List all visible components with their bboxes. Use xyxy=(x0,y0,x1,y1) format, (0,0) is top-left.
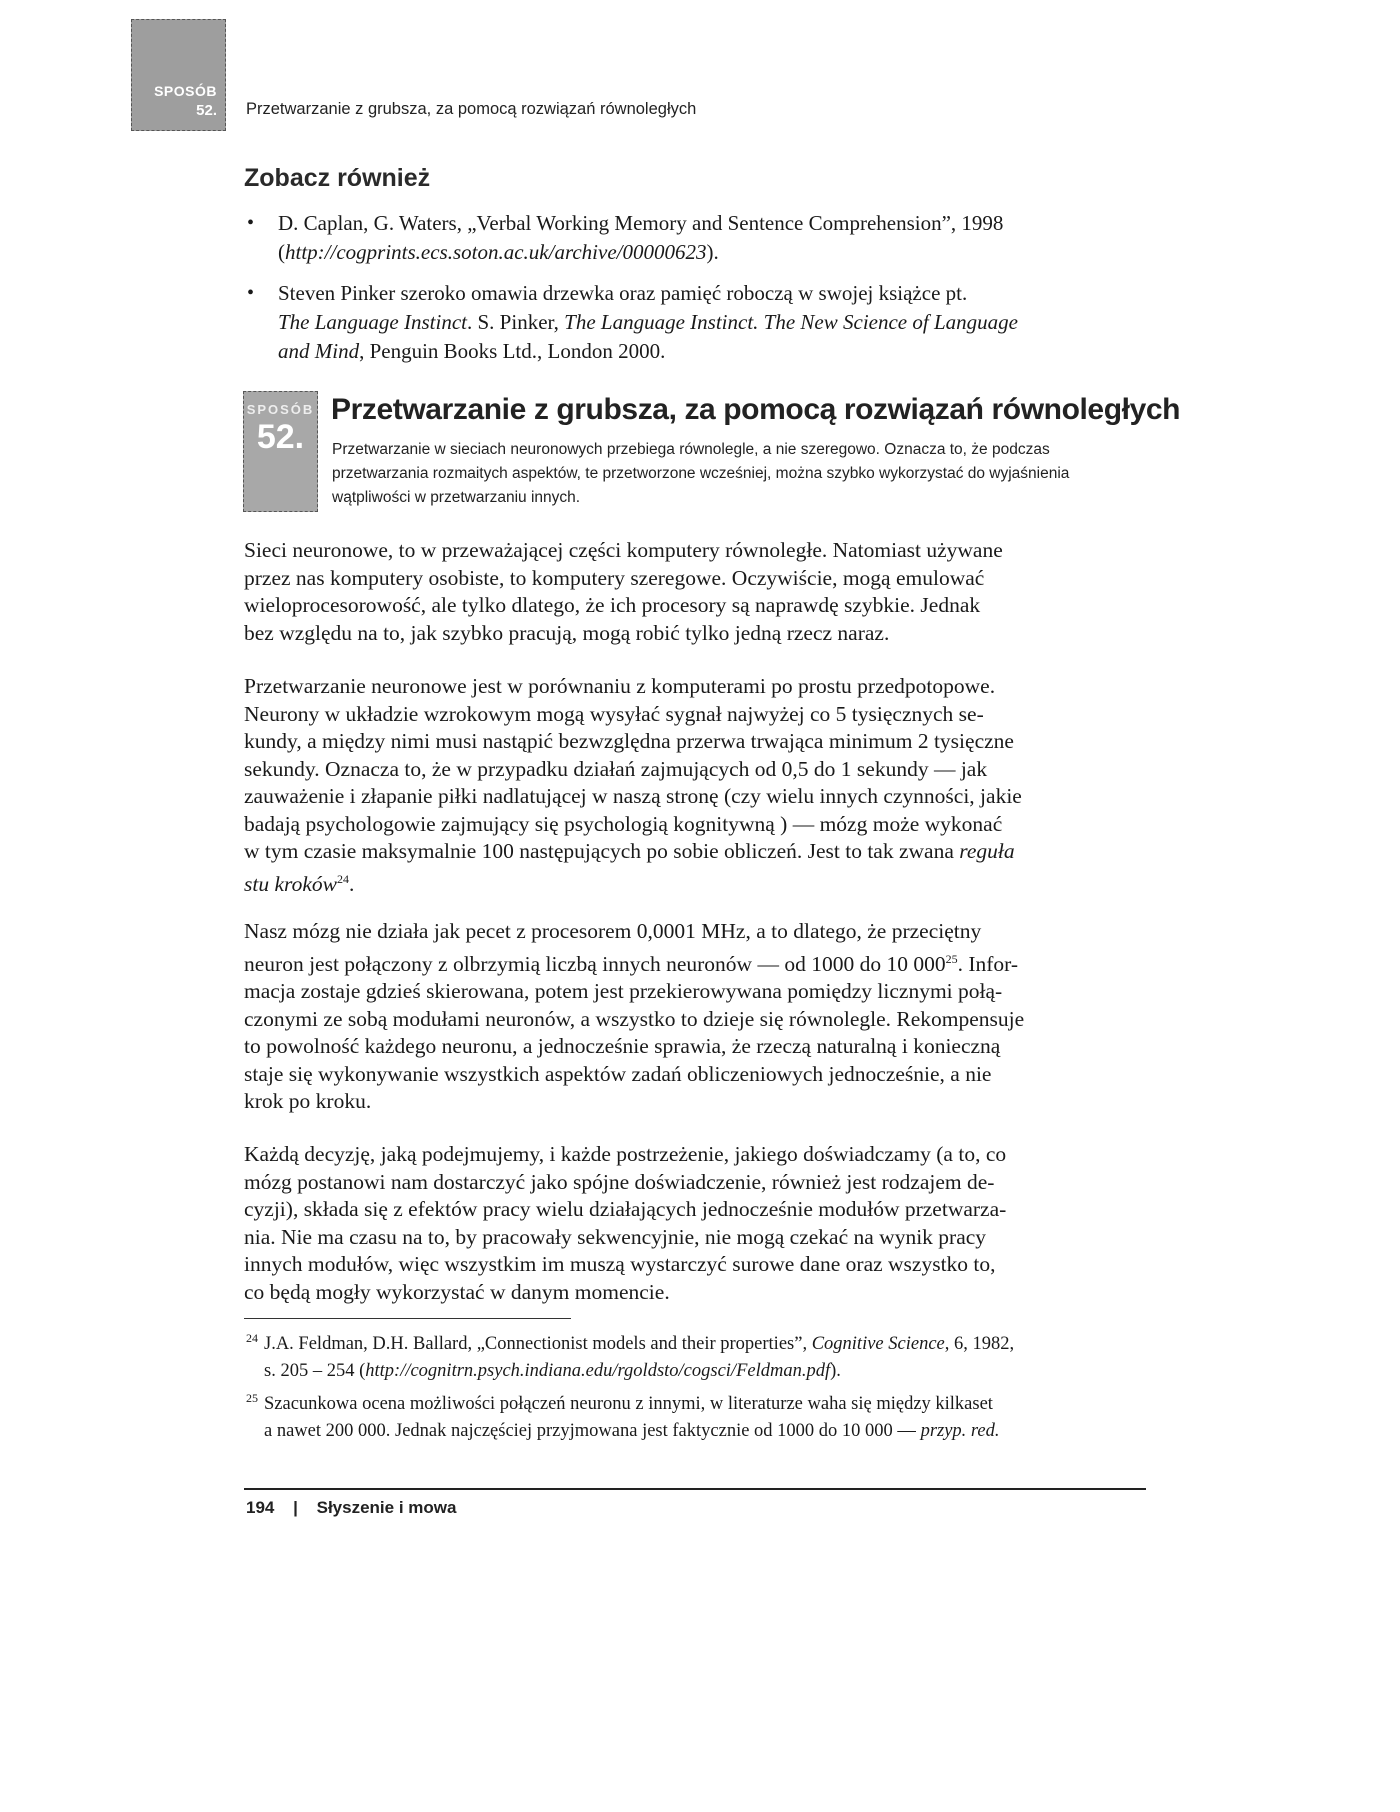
description-line: Przetwarzanie w sieciach neuronowych przebiega równolegle, a nie szeregowo. Oznacza to, że podczas xyxy=(332,441,1050,458)
footnote xyxy=(246,1391,1146,1445)
chapter-title: Słyszenie i mowa xyxy=(316,1498,457,1517)
book-title: The Language Instinct xyxy=(278,310,467,334)
text-span: . Infor- xyxy=(957,951,1019,976)
reference-line xyxy=(278,308,1145,337)
journal-title: Cognitive Science xyxy=(811,1334,945,1354)
page-footer xyxy=(246,1498,456,1518)
footnote-line xyxy=(264,1358,1146,1385)
text-span: J.A. Feldman, D.H. Ballard, „Connectionist models and their properties”, xyxy=(264,1334,812,1354)
reference-line: • Steven Pinker szeroko omawia drzewka oraz pamięć roboczą w swojej książce pt. xyxy=(278,281,968,305)
paragraph-line: macja zostaje gdzieś skierowana, potem jest przekierowywana pomiędzy licznymi połą- xyxy=(244,979,1003,1004)
reference-line xyxy=(278,337,1145,366)
paragraph-line: mózg postanowi nam dostarczyć jako spójne doświadczenie, również jest rodzajem de- xyxy=(244,1169,995,1194)
paragraph-line: czonymi ze sobą modułami neuronów, a wszystko to dzieje się równolegle. Rekompensuje xyxy=(244,1006,1025,1031)
paragraph-line: sekundy. Oznacza to, że w przypadku działań zajmujących od 0,5 do 1 sekundy — jak xyxy=(244,756,988,781)
body-paragraph xyxy=(244,1141,1144,1306)
paragraph-line xyxy=(244,838,1144,866)
paragraph-line: Neurony w układzie wzrokowym mogą wysyłać sygnał najwyżej co 5 tysięcznych se- xyxy=(244,701,984,726)
footnote-divider xyxy=(244,1318,571,1319)
paragraph-line: zauważenie i złapanie piłki nadlatującej w naszą stronę (czy wielu innych czynności, jakie xyxy=(244,784,1022,808)
page-number: 194 xyxy=(246,1498,275,1517)
book-title: and Mind xyxy=(278,339,360,363)
tab-label: SPOSÓB xyxy=(154,83,217,99)
footnote-link[interactable]: http://cognitrn.psych.indiana.edu/rgoldsto/cogsci/Feldman.pdf xyxy=(365,1361,831,1381)
body-paragraph xyxy=(244,673,1144,898)
running-head: Przetwarzanie z grubsza, za pomocą rozwiązań równoległych xyxy=(246,100,697,118)
reference-link[interactable]: http://cogprints.ecs.soton.ac.uk/archive/00000623 xyxy=(285,240,707,264)
footer-divider xyxy=(244,1488,1146,1490)
book-title: The Language Instinct. The New Science of Language xyxy=(564,310,1018,334)
footnote-ref[interactable]: 24 xyxy=(336,871,349,886)
reference-list xyxy=(245,209,1145,378)
paragraph-line: to powolność każdego neuronu, a jednocześnie sprawia, że rzeczą naturalną i konieczną xyxy=(244,1034,1001,1059)
emphasis: przyp. red. xyxy=(920,1421,1000,1441)
paragraph-line: staje się wykonywanie wszystkich aspektów zadań obliczeniowych jednocześnie, a nie xyxy=(244,1061,992,1086)
reference-line: • D. Caplan, G. Waters, „Verbal Working Memory and Sentence Comprehension”, 1998 xyxy=(278,211,1004,235)
tab-number: 52. xyxy=(196,102,217,119)
paragraph-line: Przetwarzanie neuronowe jest w porównaniu z komputerami po prostu przedpotopowe. xyxy=(244,674,996,698)
text-span: . xyxy=(348,871,355,896)
footnote-number: 25 xyxy=(246,1391,258,1405)
paragraph-line xyxy=(244,866,1144,899)
reference-item xyxy=(245,209,1145,267)
body-paragraph xyxy=(244,537,1144,647)
text-span: neuron jest połączony z olbrzymią liczbą innych neuronów — od 1000 do 10 000 xyxy=(244,951,946,976)
emphasis: stu kroków xyxy=(244,871,337,896)
hack-label: SPOSÓB xyxy=(246,402,315,417)
footnote-number: 24 xyxy=(246,1331,258,1345)
paragraph-line: przez nas komputery osobiste, to komputery szeregowe. Oczywiście, mogą emulować xyxy=(244,565,985,590)
emphasis: reguła xyxy=(959,839,1015,863)
text-span: . S. Pinker, xyxy=(467,310,565,334)
hack-number: 52. xyxy=(256,418,305,456)
body-paragraph xyxy=(244,918,1144,1116)
text-span: , Penguin Books Ltd., London 2000. xyxy=(359,339,666,363)
footnote-line xyxy=(264,1331,1146,1358)
see-also-heading: Zobacz również xyxy=(244,164,431,192)
chapter-tab xyxy=(131,19,226,131)
text-span: ( xyxy=(278,240,285,264)
hack-description xyxy=(332,438,1162,510)
text-span: w tym czasie maksymalnie 100 następujących po sobie obliczeń. Jest to tak zwana xyxy=(244,839,960,863)
paragraph-line: Nasz mózg nie działa jak pecet z procesorem 0,0001 MHz, a to dlatego, że przeciętny xyxy=(244,919,982,943)
footnote-body xyxy=(264,1331,1146,1385)
footnote-line: Szacunkowa ocena możliwości połączeń neuronu z innymi, w literaturze waha się między kilkaset xyxy=(264,1394,993,1414)
paragraph-line: kundy, a między nimi musi nastąpić bezwzględna przerwa trwająca minimum 2 tysięczne xyxy=(244,729,1014,753)
paragraph-line: badają psychologowie zajmujący się psychologią kognitywną ) — mózg może wykonać xyxy=(244,811,1003,836)
paragraph-line: wieloprocesorowość, ale tylko dlatego, że ich procesory są naprawdę szybkie. Jednak xyxy=(244,593,981,617)
footnote-ref[interactable]: 25 xyxy=(945,951,958,966)
text-span: a nawet 200 000. Jednak najczęściej przyjmowana jest faktycznie od 1000 do 10 000 — xyxy=(264,1421,921,1441)
text-span: s. 205 – 254 ( xyxy=(264,1361,366,1381)
footnote-line xyxy=(264,1418,1146,1445)
footnote xyxy=(246,1331,1146,1385)
reference-item xyxy=(245,279,1145,366)
text-span: ). xyxy=(706,240,719,264)
description-line: wątpliwości w przetwarzaniu innych. xyxy=(332,489,581,506)
hack-number-box xyxy=(243,391,318,512)
footer-separator: | xyxy=(293,1498,298,1517)
footnote-body xyxy=(264,1391,1146,1445)
paragraph-line: Każdą decyzję, jaką podejmujemy, i każde postrzeżenie, jakiego doświadczamy (a to, co xyxy=(244,1142,1007,1166)
text-span: ). xyxy=(830,1361,841,1381)
reference-line xyxy=(278,238,1145,267)
paragraph-line: co będą mogły wykorzystać w danym momencie. xyxy=(244,1279,670,1304)
paragraph-line: innych modułów, więc wszystkim im muszą wystarczyć surowe dane oraz wszystko to, xyxy=(244,1252,996,1276)
paragraph-line: bez względu na to, jak szybko pracują, mogą robić tylko jedną rzecz naraz. xyxy=(244,620,890,645)
paragraph-line: Sieci neuronowe, to w przeważającej części komputery równoległe. Natomiast używane xyxy=(244,538,1003,562)
paragraph-line: krok po kroku. xyxy=(244,1089,372,1114)
description-line: przetwarzania rozmaitych aspektów, te przetworzone wcześniej, można szybko wykorzystać do wyjaśnienia xyxy=(332,465,1070,482)
hack-title: Przetwarzanie z grubsza, za pomocą rozwiązań równoległych xyxy=(331,393,1181,426)
text-span: , 6, 1982, xyxy=(944,1334,1015,1354)
paragraph-line: cyzji), składa się z efektów pracy wielu działających jednocześnie modułów przetwarza- xyxy=(244,1197,1007,1221)
paragraph-line xyxy=(244,946,1144,979)
paragraph-line: nia. Nie ma czasu na to, by pracowały sekwencyjnie, nie mogą czekać na wynik pracy xyxy=(244,1224,987,1249)
